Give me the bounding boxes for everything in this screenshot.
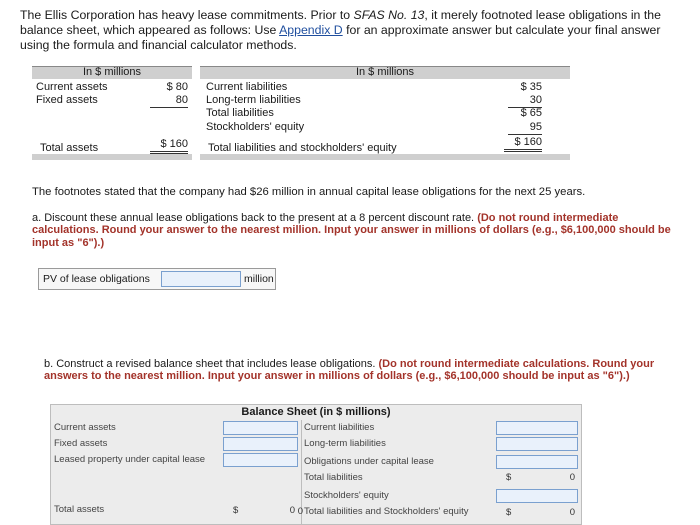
- total-le-value: $ 160: [504, 136, 542, 152]
- revised-balance-sheet-title: Balance Sheet (in $ millions): [241, 406, 391, 418]
- total-liabilities-value: $ 65: [520, 107, 542, 119]
- rev-total-liabilities-dollar: $: [506, 472, 512, 483]
- rev-total-assets-label: Total assets: [54, 504, 105, 515]
- total-liabilities-label: Total liabilities: [206, 107, 274, 119]
- assets-header: In $ millions: [82, 66, 142, 78]
- rev-total-le-dollar: $: [506, 507, 512, 518]
- rev-total-le-label: Total liabilities and Stockholders' equity: [304, 506, 469, 517]
- rev-obligations-input[interactable]: [496, 455, 578, 469]
- assets-footer-bar: [32, 154, 192, 160]
- footnote-statement: The footnotes stated that the company had $26 million in annual capital lease obligations for the next 25 years.: [32, 186, 586, 198]
- rev-total-le-value: 0: [569, 507, 575, 518]
- stockholders-equity-value: 95: [508, 121, 542, 135]
- long-term-liabilities-value: 30: [508, 94, 542, 108]
- rev-long-term-liabilities-label: Long-term liabilities: [304, 438, 386, 449]
- question-a-instructions: (Do not round intermediate calculations. Round your answer to the nearest million. Input your answer in millions of dollars (e.g., $6,100,000 should be input as "6").): [32, 212, 671, 249]
- question-b-text: b. Construct a revised balance sheet that includes lease obligations.: [44, 358, 379, 370]
- rev-total-liabilities-label: Total liabilities: [304, 472, 363, 483]
- intro-text-3: for an approximate answer but calculate your final answer using the formula and financial calculator methods.: [20, 23, 661, 52]
- rev-stockholders-equity-label: Stockholders' equity: [304, 490, 389, 501]
- rev-obligations-label: Obligations under capital lease: [304, 456, 434, 467]
- rev-total-assets-value: 0: [289, 505, 295, 516]
- long-term-liabilities-label: Long-term liabilities: [206, 94, 301, 106]
- total-le-label: Total liabilities and stockholders' equity: [208, 142, 397, 154]
- liabilities-header: In $ millions: [355, 66, 415, 78]
- question-a-text: a. Discount these annual lease obligations back to the present at a 8 percent discount rate.: [32, 212, 478, 224]
- rev-current-assets-label: Current assets: [54, 422, 116, 433]
- question-b: [44, 358, 689, 383]
- rev-leased-property-input[interactable]: [223, 453, 298, 467]
- pv-unit: million: [244, 273, 274, 285]
- rev-fixed-assets-input[interactable]: [223, 437, 298, 451]
- problem-intro: [20, 8, 692, 53]
- rev-total-assets-dollar: $: [233, 505, 239, 516]
- intro-text-2: , it merely footnoted lease obligations in the balance sheet, which appeared as follows: Use: [20, 8, 661, 37]
- current-assets-value: $ 80: [166, 81, 188, 93]
- fixed-assets-value: 80: [150, 94, 188, 108]
- total-assets-value: $ 160: [150, 138, 188, 154]
- fixed-assets-label: Fixed assets: [36, 94, 98, 106]
- current-assets-label: Current assets: [36, 81, 108, 93]
- current-liabilities-label: Current liabilities: [206, 81, 288, 93]
- rev-current-liabilities-input[interactable]: [496, 421, 578, 435]
- rev-fixed-assets-label: Fixed assets: [54, 438, 108, 449]
- rev-long-term-liabilities-input[interactable]: [496, 437, 578, 451]
- rev-current-assets-input[interactable]: [223, 421, 298, 435]
- pv-input[interactable]: [161, 271, 241, 287]
- rev-stockholders-equity-input[interactable]: [496, 489, 578, 503]
- pv-label: PV of lease obligations: [43, 273, 150, 285]
- total-assets-label: Total assets: [40, 142, 99, 154]
- rev-current-liabilities-label: Current liabilities: [304, 422, 375, 433]
- rev-leased-property-label: Leased property under capital lease: [54, 454, 206, 465]
- pv-answer-row: [38, 268, 276, 290]
- intro-text-1: The Ellis Corporation has heavy lease commitments. Prior to: [20, 8, 354, 22]
- original-balance-sheet: [32, 66, 570, 162]
- appendix-d-link[interactable]: Appendix D: [279, 23, 343, 37]
- current-liabilities-value: $ 35: [520, 81, 542, 93]
- question-b-instructions: (Do not round intermediate calculations. Round your answers to the nearest million. Input your answer in millions of dollars (e.g., $6,100,000 should be input as "6").): [44, 358, 655, 383]
- revised-balance-sheet: [50, 404, 582, 525]
- stockholders-equity-label: Stockholders' equity: [206, 121, 305, 133]
- liabilities-footer-bar: [200, 154, 570, 160]
- rev-total-liabilities-value: 0: [569, 472, 575, 483]
- question-a: [32, 212, 677, 249]
- intro-sfas: SFAS No. 13: [353, 8, 425, 22]
- rev-total-le-leading-value: 0: [297, 506, 303, 517]
